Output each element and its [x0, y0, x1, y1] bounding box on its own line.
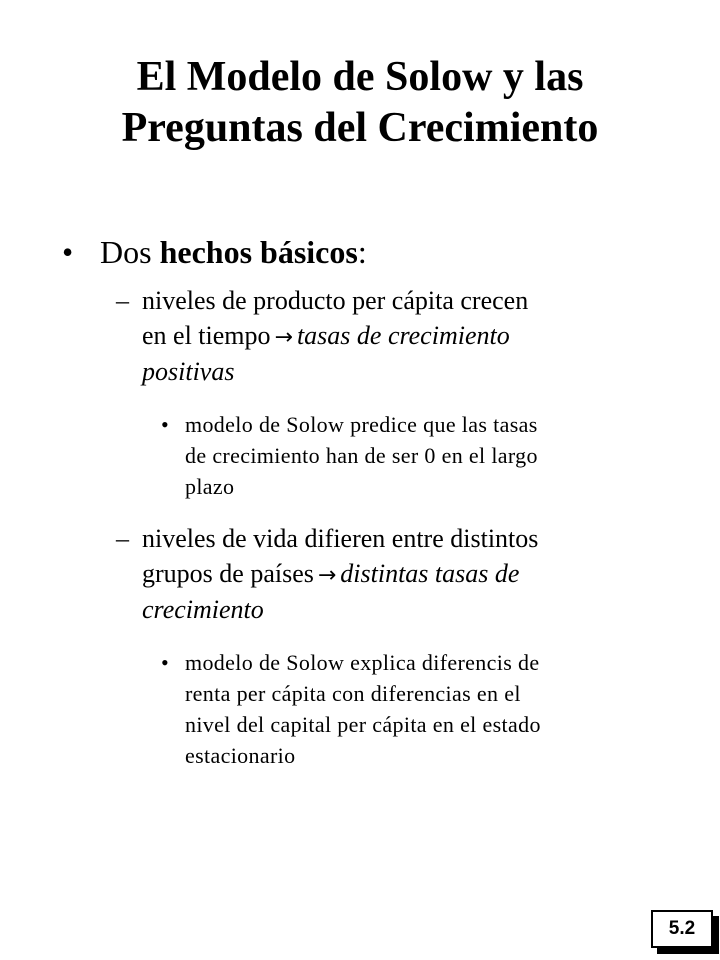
main-bullet-marker: •: [62, 234, 74, 270]
main-bullet-prefix: Dos: [100, 234, 160, 270]
slide-title: [0, 52, 720, 154]
main-bullet: [62, 232, 367, 272]
main-bullet-bold: hechos básicos: [159, 234, 358, 270]
point-2-line-3-italic: crecimiento: [142, 595, 264, 624]
point-2-sub-line-4: estacionario: [185, 743, 296, 768]
point-2-line-2-italic: distintas tasas de: [340, 558, 520, 588]
point-2-sub-bullet: [161, 647, 541, 771]
point-2-line-3: [142, 593, 538, 628]
point-1: [116, 284, 529, 390]
point-2-sub-line-3: nivel del capital per cápita en el estado: [185, 712, 541, 737]
slide-number: 5.2: [651, 910, 713, 948]
point-2-line-2-plain: grupos de países: [142, 558, 314, 588]
point-2-sub-line-1: modelo de Solow explica diferencis de: [185, 650, 540, 675]
point-1-sub-line-3: plazo: [185, 474, 235, 499]
point-1-sub-bullet: [161, 409, 538, 502]
point-2: [116, 522, 539, 628]
point-2-line-2: [142, 557, 538, 594]
main-bullet-suffix: :: [357, 234, 367, 270]
point-1-line-2-italic: tasas de crecimiento: [296, 320, 510, 350]
point-2-sub-line-2: renta per cápita con diferencias en el: [185, 681, 521, 706]
right-arrow-icon: →: [274, 324, 293, 350]
point-1-line-2: [142, 319, 528, 356]
point-2-marker: –: [116, 524, 129, 553]
point-1-line-2-plain: en el tiempo: [142, 320, 271, 350]
slide-title-line-2: Preguntas del Crecimiento: [121, 105, 599, 151]
point-1-marker: –: [116, 286, 129, 315]
point-2-sub-marker: •: [161, 650, 170, 675]
point-1-line-1: niveles de producto per cápita crecen: [142, 286, 529, 315]
point-2-line-1: niveles de vida difieren entre distintos: [142, 524, 539, 553]
point-1-sub-line-1: modelo de Solow predice que las tasas: [185, 412, 538, 437]
slide-title-line-1: El Modelo de Solow y las: [136, 54, 584, 100]
point-1-sub-line-2: de crecimiento han de ser 0 en el largo: [185, 443, 538, 468]
point-1-line-3: [142, 355, 528, 390]
point-1-line-3-italic: positivas: [142, 357, 235, 386]
right-arrow-icon: →: [317, 562, 337, 588]
point-1-sub-marker: •: [161, 412, 170, 437]
